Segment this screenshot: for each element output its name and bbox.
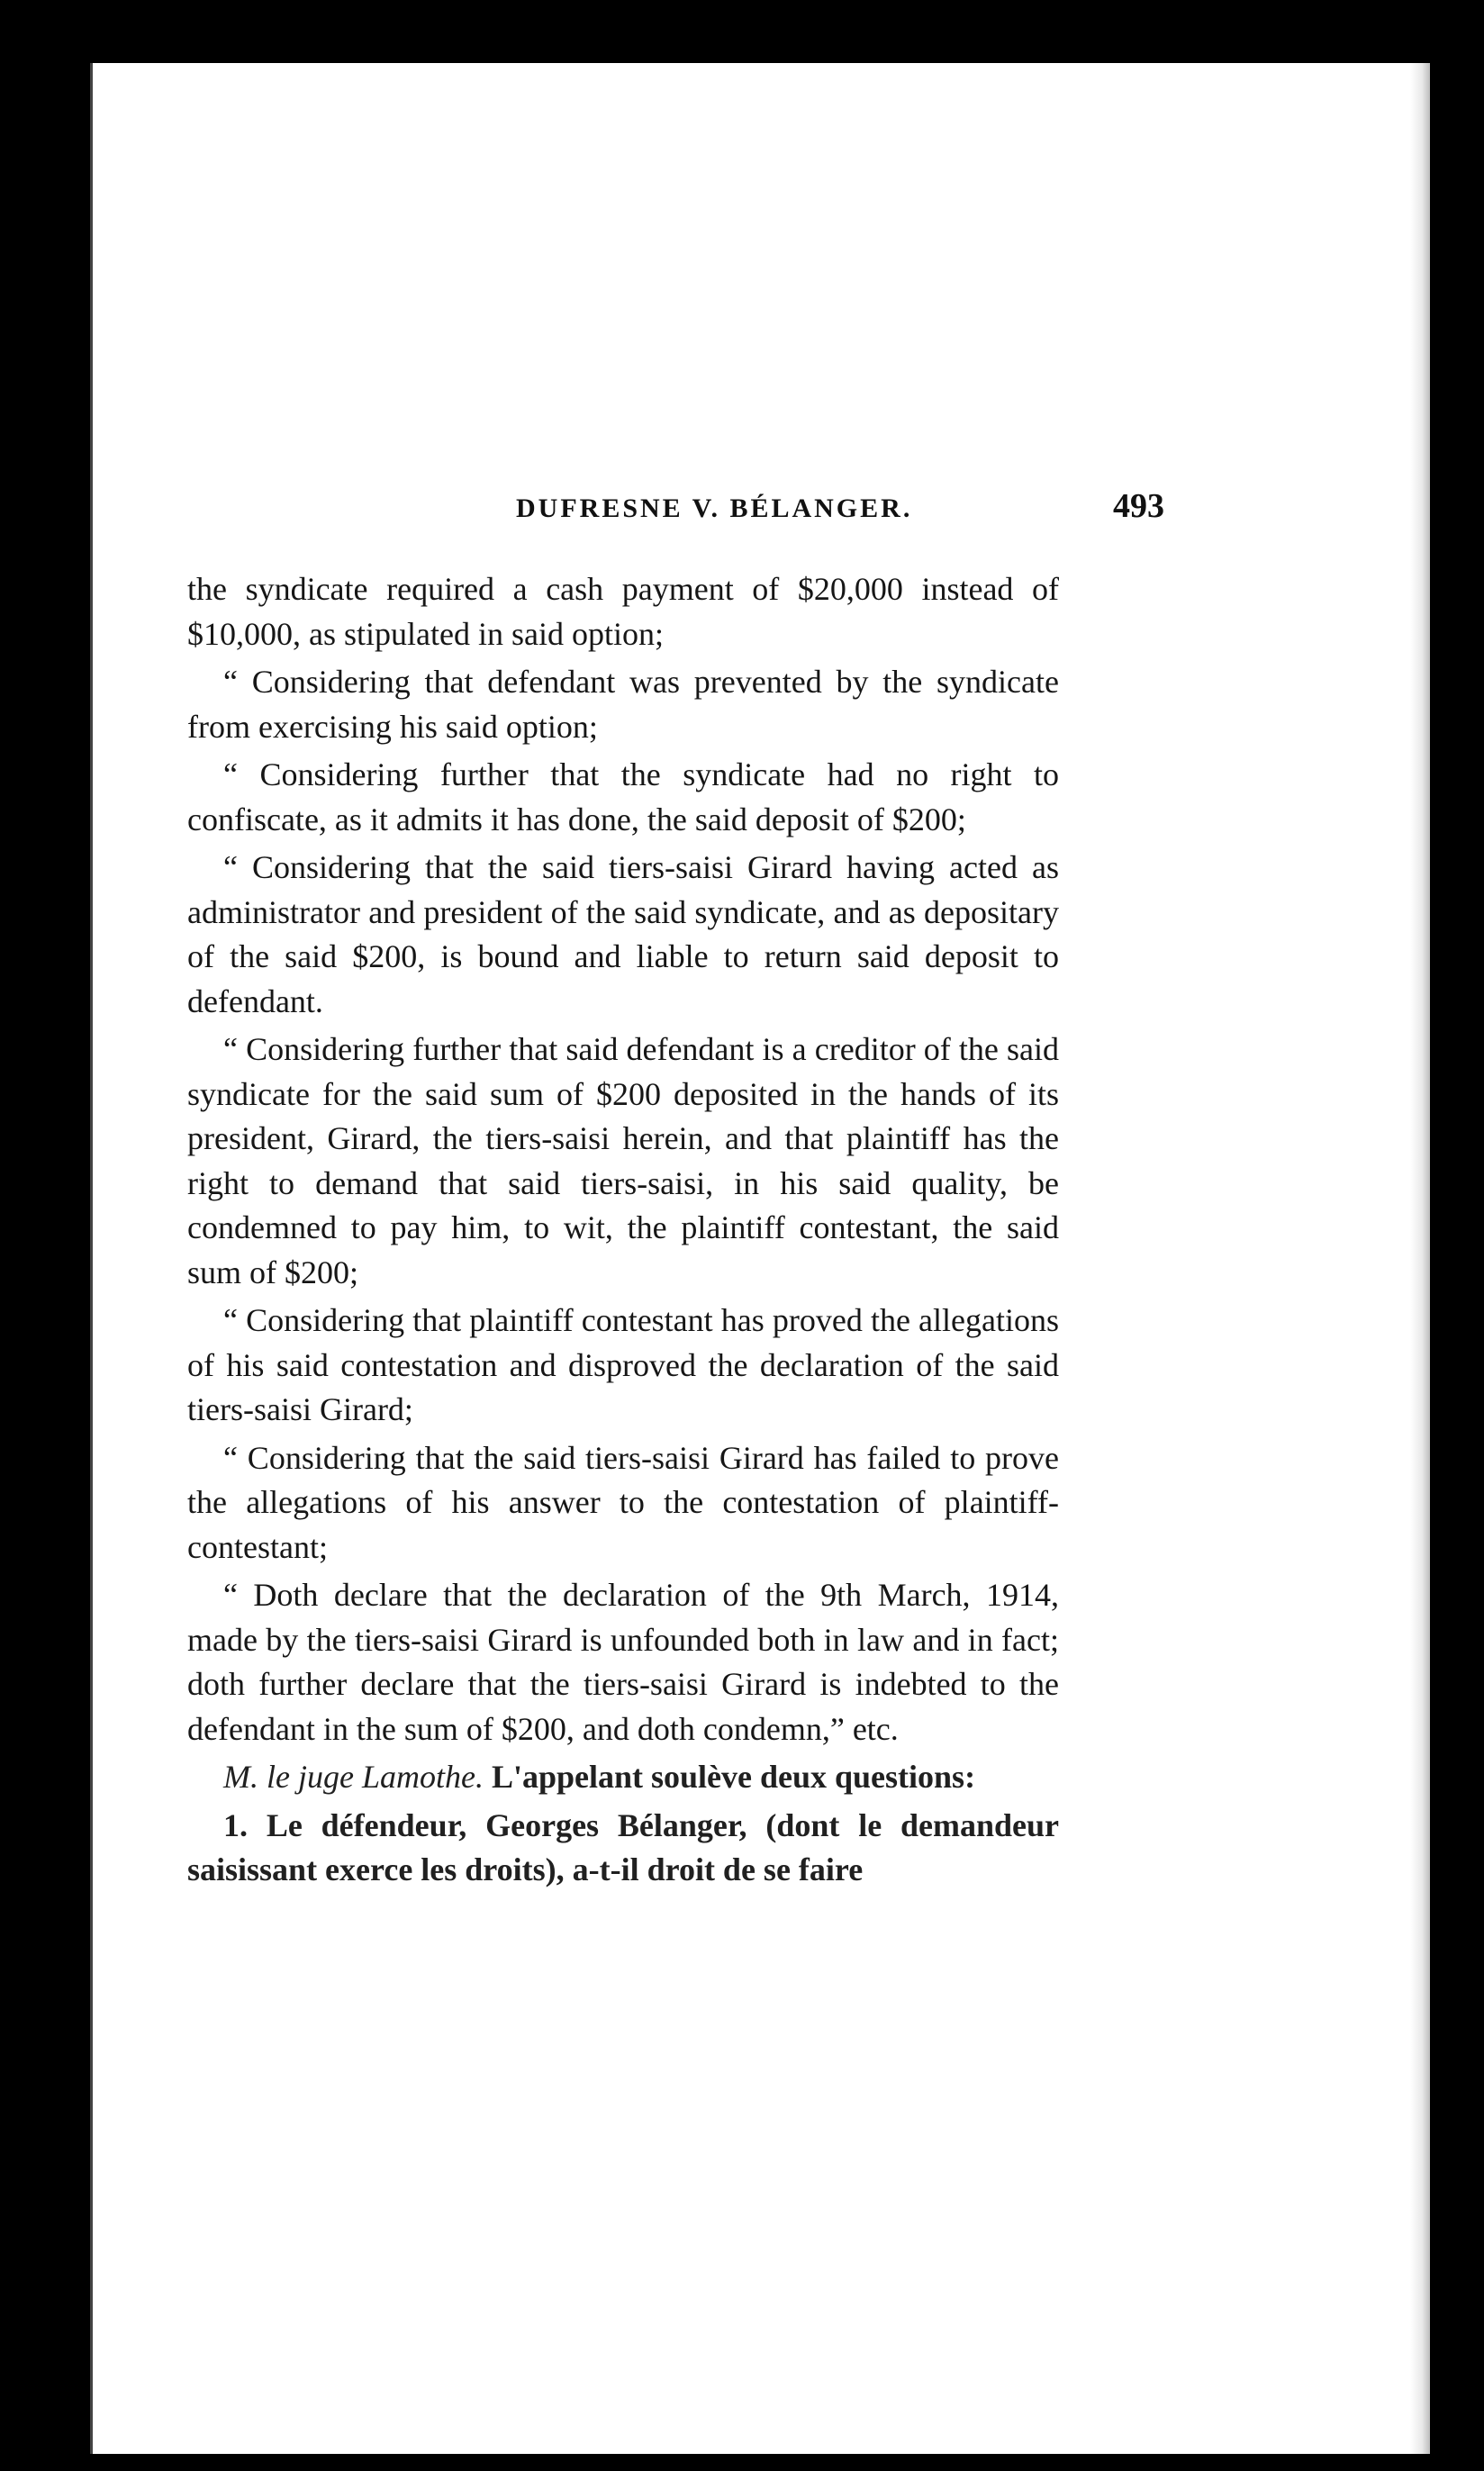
paragraph: “ Considering further that the syndicate had no right to confiscate, as it admits it has done, the said deposit of $200; [187,756,1059,837]
running-title: DUFRESNE V. BÉLANGER. [516,493,913,523]
paragraph: “ Considering that the said tiers-saisi Girard has failed to prove the allegations of his answer to the contestation of plaintiff-contestant; [187,1439,1059,1565]
document-page [90,63,1430,2454]
paragraph: “ Considering that the said tiers-saisi Girard having acted as administrator and president of the said syndicate, and as depositary of the said $200, is bound and liable to return said deposit to defendant. [187,849,1059,1019]
page-header [192,486,1164,540]
judge-name: M. le juge Lamothe. [223,1759,484,1795]
french-intro: L'appelant soulève deux questions: [491,1759,976,1795]
paragraph: “ Doth declare that the declaration of the 9th March, 1914, made by the tiers-saisi Girard is unfounded both in law and in fact; doth further declare that the tiers-saisi Girard is indebted to the defendant in the sum of $200, and doth condemn,” etc. [187,1577,1059,1747]
paragraph: “ Considering that defendant was prevented by the syndicate from exercising his said option; [187,664,1059,745]
page-edge [1410,63,1430,2454]
paragraph: “ Considering that plaintiff contestant has proved the allegations of his said contestation and disproved the declaration of the said tiers-saisi Girard; [187,1302,1059,1427]
page-number: 493 [1113,487,1164,525]
french-intro-paragraph [187,1755,1059,1800]
question-1: 1. Le défendeur, Georges Bélanger, (dont le demandeur saisissant exerce les droits), a-t-il droit de se faire [187,1806,1059,1887]
body-text [187,567,1059,1896]
paragraph: “ Considering further that said defendant is a creditor of the said syndicate for the said sum of $200 deposited in the hands of its president, Girard, the tiers-saisi herein, and that plaintiff has the right to demand that said tiers-saisi, in his said quality, be condemned to pay him, to wit, the plaintiff contestant, the said sum of $200; [187,1031,1059,1290]
paragraph: the syndicate required a cash payment of $20,000 instead of $10,000, as stipulated in said option; [187,571,1059,652]
